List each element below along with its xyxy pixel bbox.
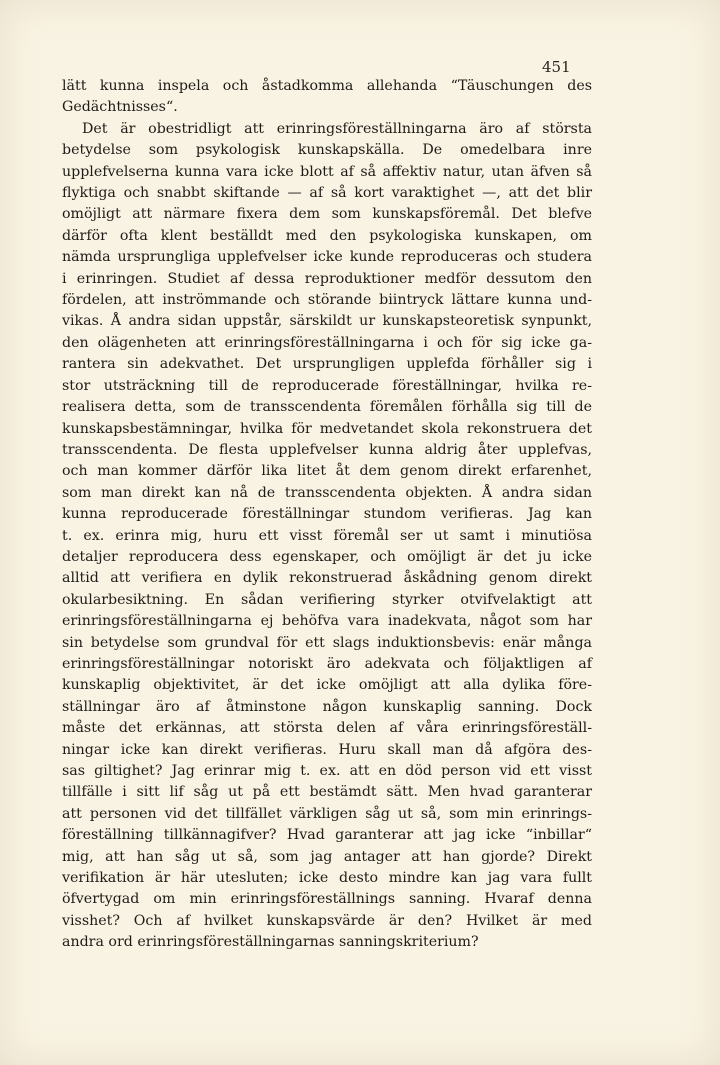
text-line: måste det erkännas, att största delen af våra erinringsföreställ- bbox=[62, 720, 592, 737]
text-line: sin betydelse som grundval för ett slags induktionsbevis: enär många bbox=[62, 634, 592, 651]
text-line: och man kommer därför lika litet åt dem genom direkt erfarenhet, bbox=[62, 463, 592, 480]
text-line: i erinringen. Studiet af dessa reproduktioner medför dessutom den bbox=[62, 270, 592, 287]
text-line: erinringsföreställningarna ej behöfva vara inadekvata, något som har bbox=[62, 613, 592, 630]
text-line: erinringsföreställningar notoriskt äro adekvata och följaktligen af bbox=[62, 655, 592, 672]
text-line: kunskaplig objektivitet, är det icke omöjligt att alla dylika före- bbox=[62, 677, 592, 694]
text-line: kunna reproducerade föreställningar stundom verifieras. Jag kan bbox=[62, 506, 592, 523]
text-line: detaljer reproducera dess egenskaper, och omöjligt är det ju icke bbox=[62, 548, 592, 565]
text-line: t. ex. erinra mig, huru ett visst föremål ser ut samt i minutiösa bbox=[62, 527, 592, 544]
text-line: att personen vid det tillfället värkligen såg ut så, som min erinrings- bbox=[62, 805, 592, 822]
text-line: ningar icke kan direkt verifieras. Huru skall man då afgöra des- bbox=[62, 741, 592, 758]
text-line: föreställning tillkännagifver? Hvad garanterar att jag icke “inbillar“ bbox=[62, 827, 592, 844]
text-line: nämda ursprungliga upplefvelser icke kunde reproduceras och studera bbox=[62, 249, 592, 266]
text-line: Det är obestridligt att erinringsföreställningarna äro af största bbox=[82, 120, 592, 137]
text-line: ställningar äro af åtminstone någon kunskaplig sanning. Dock bbox=[62, 698, 592, 715]
text-line: tillfälle i sitt lif såg ut på ett bestämdt sätt. Men hvad garanterar bbox=[62, 784, 592, 801]
text-line: lätt kunna inspela och åstadkomma allehanda “Täuschungen des bbox=[62, 78, 592, 94]
text-line: mig, att han såg ut så, som jag antager att han gjorde? Direkt bbox=[62, 848, 592, 865]
text-line: omöjligt att närmare fixera dem som kunskapsföremål. Det blefve bbox=[62, 206, 592, 223]
body-text bbox=[62, 76, 592, 954]
text-line: flyktiga och snabbt skiftande — af så kort varaktighet —, att det blir bbox=[62, 185, 592, 202]
text-line: öfvertygad om min erinringsföreställnings sanning. Hvaraf denna bbox=[62, 891, 592, 908]
page-number: 451 bbox=[542, 58, 571, 76]
text-line: vikas. Å andra sidan uppstår, särskildt ur kunskapsteoretisk synpunkt, bbox=[62, 313, 592, 330]
text-line: upplefvelserna kunna vara icke blott af så affektiv natur, utan äfven så bbox=[62, 163, 592, 180]
text-line: fördelen, att inströmmande och störande biintryck lättare kunna und- bbox=[62, 292, 592, 309]
text-line: som man direkt kan nå de transscendenta objekten. Å andra sidan bbox=[62, 484, 592, 501]
text-line: realisera detta, som de transscendenta föremålen förhålla sig till de bbox=[62, 399, 592, 416]
text-line: kunskapsbestämningar, hvilka för medvetandet skola rekonstruera det bbox=[62, 420, 592, 437]
text-line: rantera sin adekvathet. Det ursprungligen upplefda förhåller sig i bbox=[62, 356, 592, 373]
text-line: därför ofta klent beställdt med den psykologiska kunskapen, om bbox=[62, 227, 592, 244]
text-line: andra ord erinringsföreställningarnas sanningskriterium? bbox=[62, 934, 479, 951]
text-line: sas giltighet? Jag erinrar mig t. ex. att en död person vid ett visst bbox=[62, 763, 592, 779]
text-line: verifikation är här utesluten; icke desto mindre kan jag vara fullt bbox=[62, 870, 592, 887]
text-line: stor utsträckning till de reproducerade föreställningar, hvilka re- bbox=[62, 377, 592, 394]
text-line: den olägenheten att erinringsföreställningarna i och för sig icke ga- bbox=[62, 334, 592, 351]
text-line: alltid att verifiera en dylik rekonstruerad åskådning genom direkt bbox=[62, 570, 592, 587]
text-line: Gedächtnisses“. bbox=[62, 99, 178, 116]
text-line: transscendenta. De flesta upplefvelser kunna aldrig åter upplefvas, bbox=[62, 441, 592, 458]
text-line: betydelse som psykologisk kunskapskälla. De omedelbara inre bbox=[62, 142, 592, 159]
text-line: visshet? Och af hvilket kunskapsvärde är den? Hvilket är med bbox=[62, 912, 592, 929]
text-line: okularbesiktning. En sådan verifiering styrker otvifvelaktigt att bbox=[62, 591, 592, 608]
